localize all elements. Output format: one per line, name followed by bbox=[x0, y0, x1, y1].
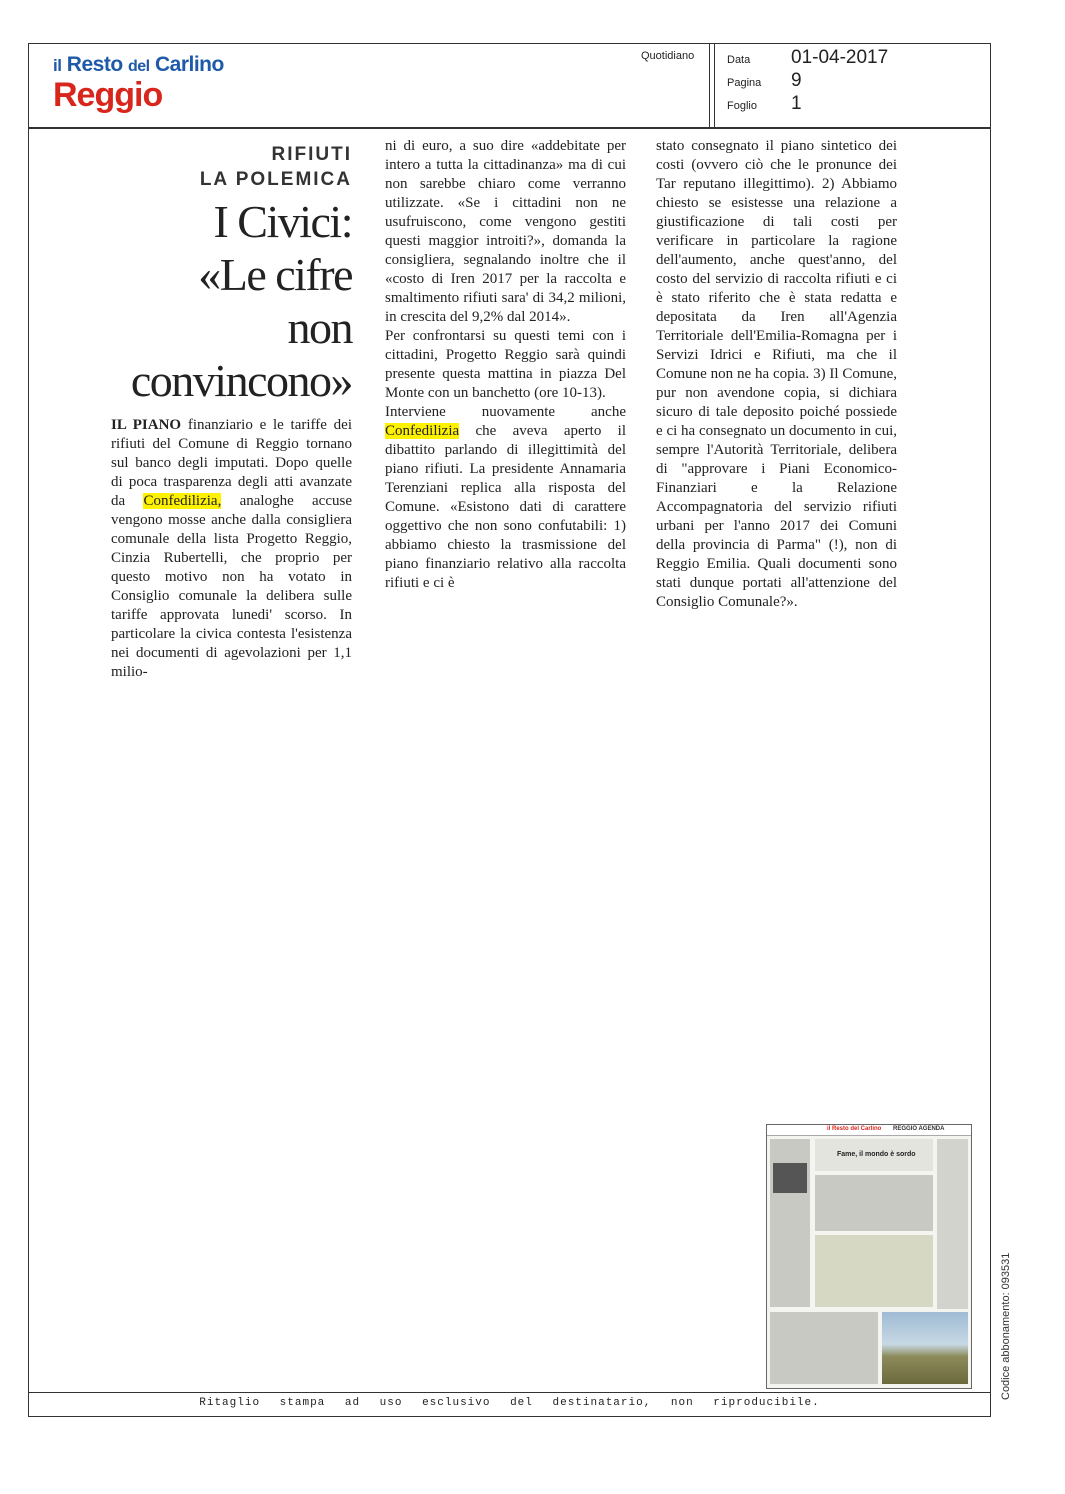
page-value: 9 bbox=[791, 70, 802, 91]
page-label: Pagina bbox=[727, 77, 762, 89]
thumbnail-headline-block bbox=[773, 1163, 807, 1193]
paragraph: Per confrontarsi su questi temi con i cittadini, Progetto Reggio sarà quindi presente questa mattina in piazza Del Monte con un banchetto (ore 10-13). bbox=[385, 328, 626, 401]
thumbnail-text-block bbox=[815, 1175, 933, 1231]
kicker-topic: RIFIUTI bbox=[271, 144, 352, 165]
header-divider bbox=[714, 44, 715, 127]
header-divider bbox=[709, 44, 710, 127]
article-column-3 bbox=[656, 137, 897, 612]
text-run: analoghe accuse vengono mosse anche dalla consigliera comunale della lista Progetto Reggio, Cinzia Rubertelli, che proprio per questo motivo non ha votato in Consiglio comunale la delibera sulle tariffe approvata lunedi' scorso. In particolare la civica contesta l'esistenza nei documenti di agevolazioni per 1,1 milio- bbox=[111, 493, 352, 680]
text-run: finanziario e le tariffe dei rifiuti del Comune di Reggio tornano sul banco degli imputati. Dopo quelle di poca trasparenza degli atti avanzate da bbox=[111, 417, 352, 509]
paragraph bbox=[111, 416, 352, 682]
newspaper-logo bbox=[53, 54, 224, 112]
thumbnail-bottom-text bbox=[770, 1312, 878, 1384]
headline-line: «Le cifre bbox=[198, 249, 352, 300]
lead-in: IL PIANO bbox=[111, 417, 182, 433]
logo-carlino: Carlino bbox=[154, 53, 224, 76]
footer-disclaimer: Ritaglio stampa ad uso esclusivo del destinatario, non riproducibile. bbox=[199, 1397, 820, 1409]
highlighted-term: Confedilizia bbox=[385, 423, 460, 439]
text-run: che aveva aperto il dibattito parlando di illegittimità del piano rifiuti. La presidente Annamaria Terenziani replica alla risposta del Comune. «Esistono dati di carattere oggettivo che non sono confutabili: 1) abbiamo chiesto la trasmissione del piano finanziario relativo alla raccolta rifiuti e ci è bbox=[385, 423, 626, 591]
highlighted-term: Confedilizia, bbox=[143, 493, 222, 509]
thumbnail-sidebar bbox=[937, 1139, 968, 1309]
headline-line: I Civici: bbox=[213, 196, 352, 247]
subscription-code: Codice abbonamento: 093531 bbox=[1000, 1252, 1012, 1400]
headline-line: convincono» bbox=[130, 355, 352, 406]
thumbnail-headline: Fame, il mondo è sordo bbox=[837, 1151, 916, 1158]
page-thumbnail bbox=[766, 1124, 972, 1389]
article-headline bbox=[104, 195, 352, 407]
thumbnail-photo bbox=[882, 1312, 968, 1384]
logo-resto: Resto bbox=[66, 53, 123, 76]
masthead-header bbox=[28, 43, 991, 128]
footer-divider bbox=[29, 1392, 990, 1393]
headline-line: non bbox=[287, 302, 352, 353]
thumbnail-boxed-article bbox=[815, 1235, 933, 1307]
logo-edition: Reggio bbox=[53, 76, 163, 114]
thumbnail-masthead: il Resto del Carlino bbox=[827, 1126, 882, 1132]
logo-il: il bbox=[53, 56, 62, 75]
article-column-1 bbox=[111, 416, 352, 682]
paragraph bbox=[385, 403, 626, 593]
date-value: 01-04-2017 bbox=[791, 47, 889, 68]
thumbnail-topbar bbox=[767, 1125, 971, 1136]
logo-del: del bbox=[128, 58, 150, 75]
date-label: Data bbox=[727, 54, 751, 66]
text-run: Interviene nuovamente anche bbox=[385, 404, 626, 420]
kicker-subtopic: LA POLEMICA bbox=[199, 169, 352, 190]
publication-type: Quotidiano bbox=[641, 50, 695, 62]
sheet-label: Foglio bbox=[727, 100, 757, 112]
logo-title bbox=[53, 54, 224, 78]
thumbnail-section: REGGIO AGENDA bbox=[893, 1126, 945, 1132]
paragraph: stato consegnato il piano sintetico dei costi (ovvero ciò che le pronunce dei Tar reputano illegittimo). 2) Abbiamo chiesto se esistesse una relazione a giustificazione di tali costi per verificare in particolare la ragione dell'aumento, anche quest'anno, del costo del servizio di raccolta rifiuti e ci è stato riferito che è stata redatta e depositata da Iren all'Agenzia Territoriale dell'Emilia-Romagna per i Servizi Idrici e Rifiuti, ma che il Comune non ne ha copia. 3) Il Comune, pur non avendone copia, si dichiara sicuro di tale deposito poiché possiede e ci ha consegnato un documento in cui, sempre l'Autorità Territoriale, delibera di "approvare i Piani Economico-Finanziari e la Relazione Accompagnatoria del servizio rifiuti urbani per l'anno 2017 dei Comuni della provincia di Parma" (!), non di Reggio Emilia. Quali documenti sono stati dunque portati all'attenzione del Consiglio Comunale?». bbox=[656, 138, 897, 610]
paragraph: ni di euro, a suo dire «addebitate per intero a tutta la cittadinanza» ma di cui non sarebbe chiaro come verranno utilizzate. «Se i cittadini non ne usufruiscono, come vengono gestiti questi maggior introiti?», domanda la consigliera, segnalando inoltre che il «costo di Iren 2017 per la raccolta e smaltimento rifiuti sara' di 34,2 milioni, in crescita del 9,2% dal 2014». bbox=[385, 138, 626, 325]
article-column-2 bbox=[385, 137, 626, 593]
article-kicker bbox=[110, 142, 352, 192]
sheet-value: 1 bbox=[791, 93, 802, 114]
